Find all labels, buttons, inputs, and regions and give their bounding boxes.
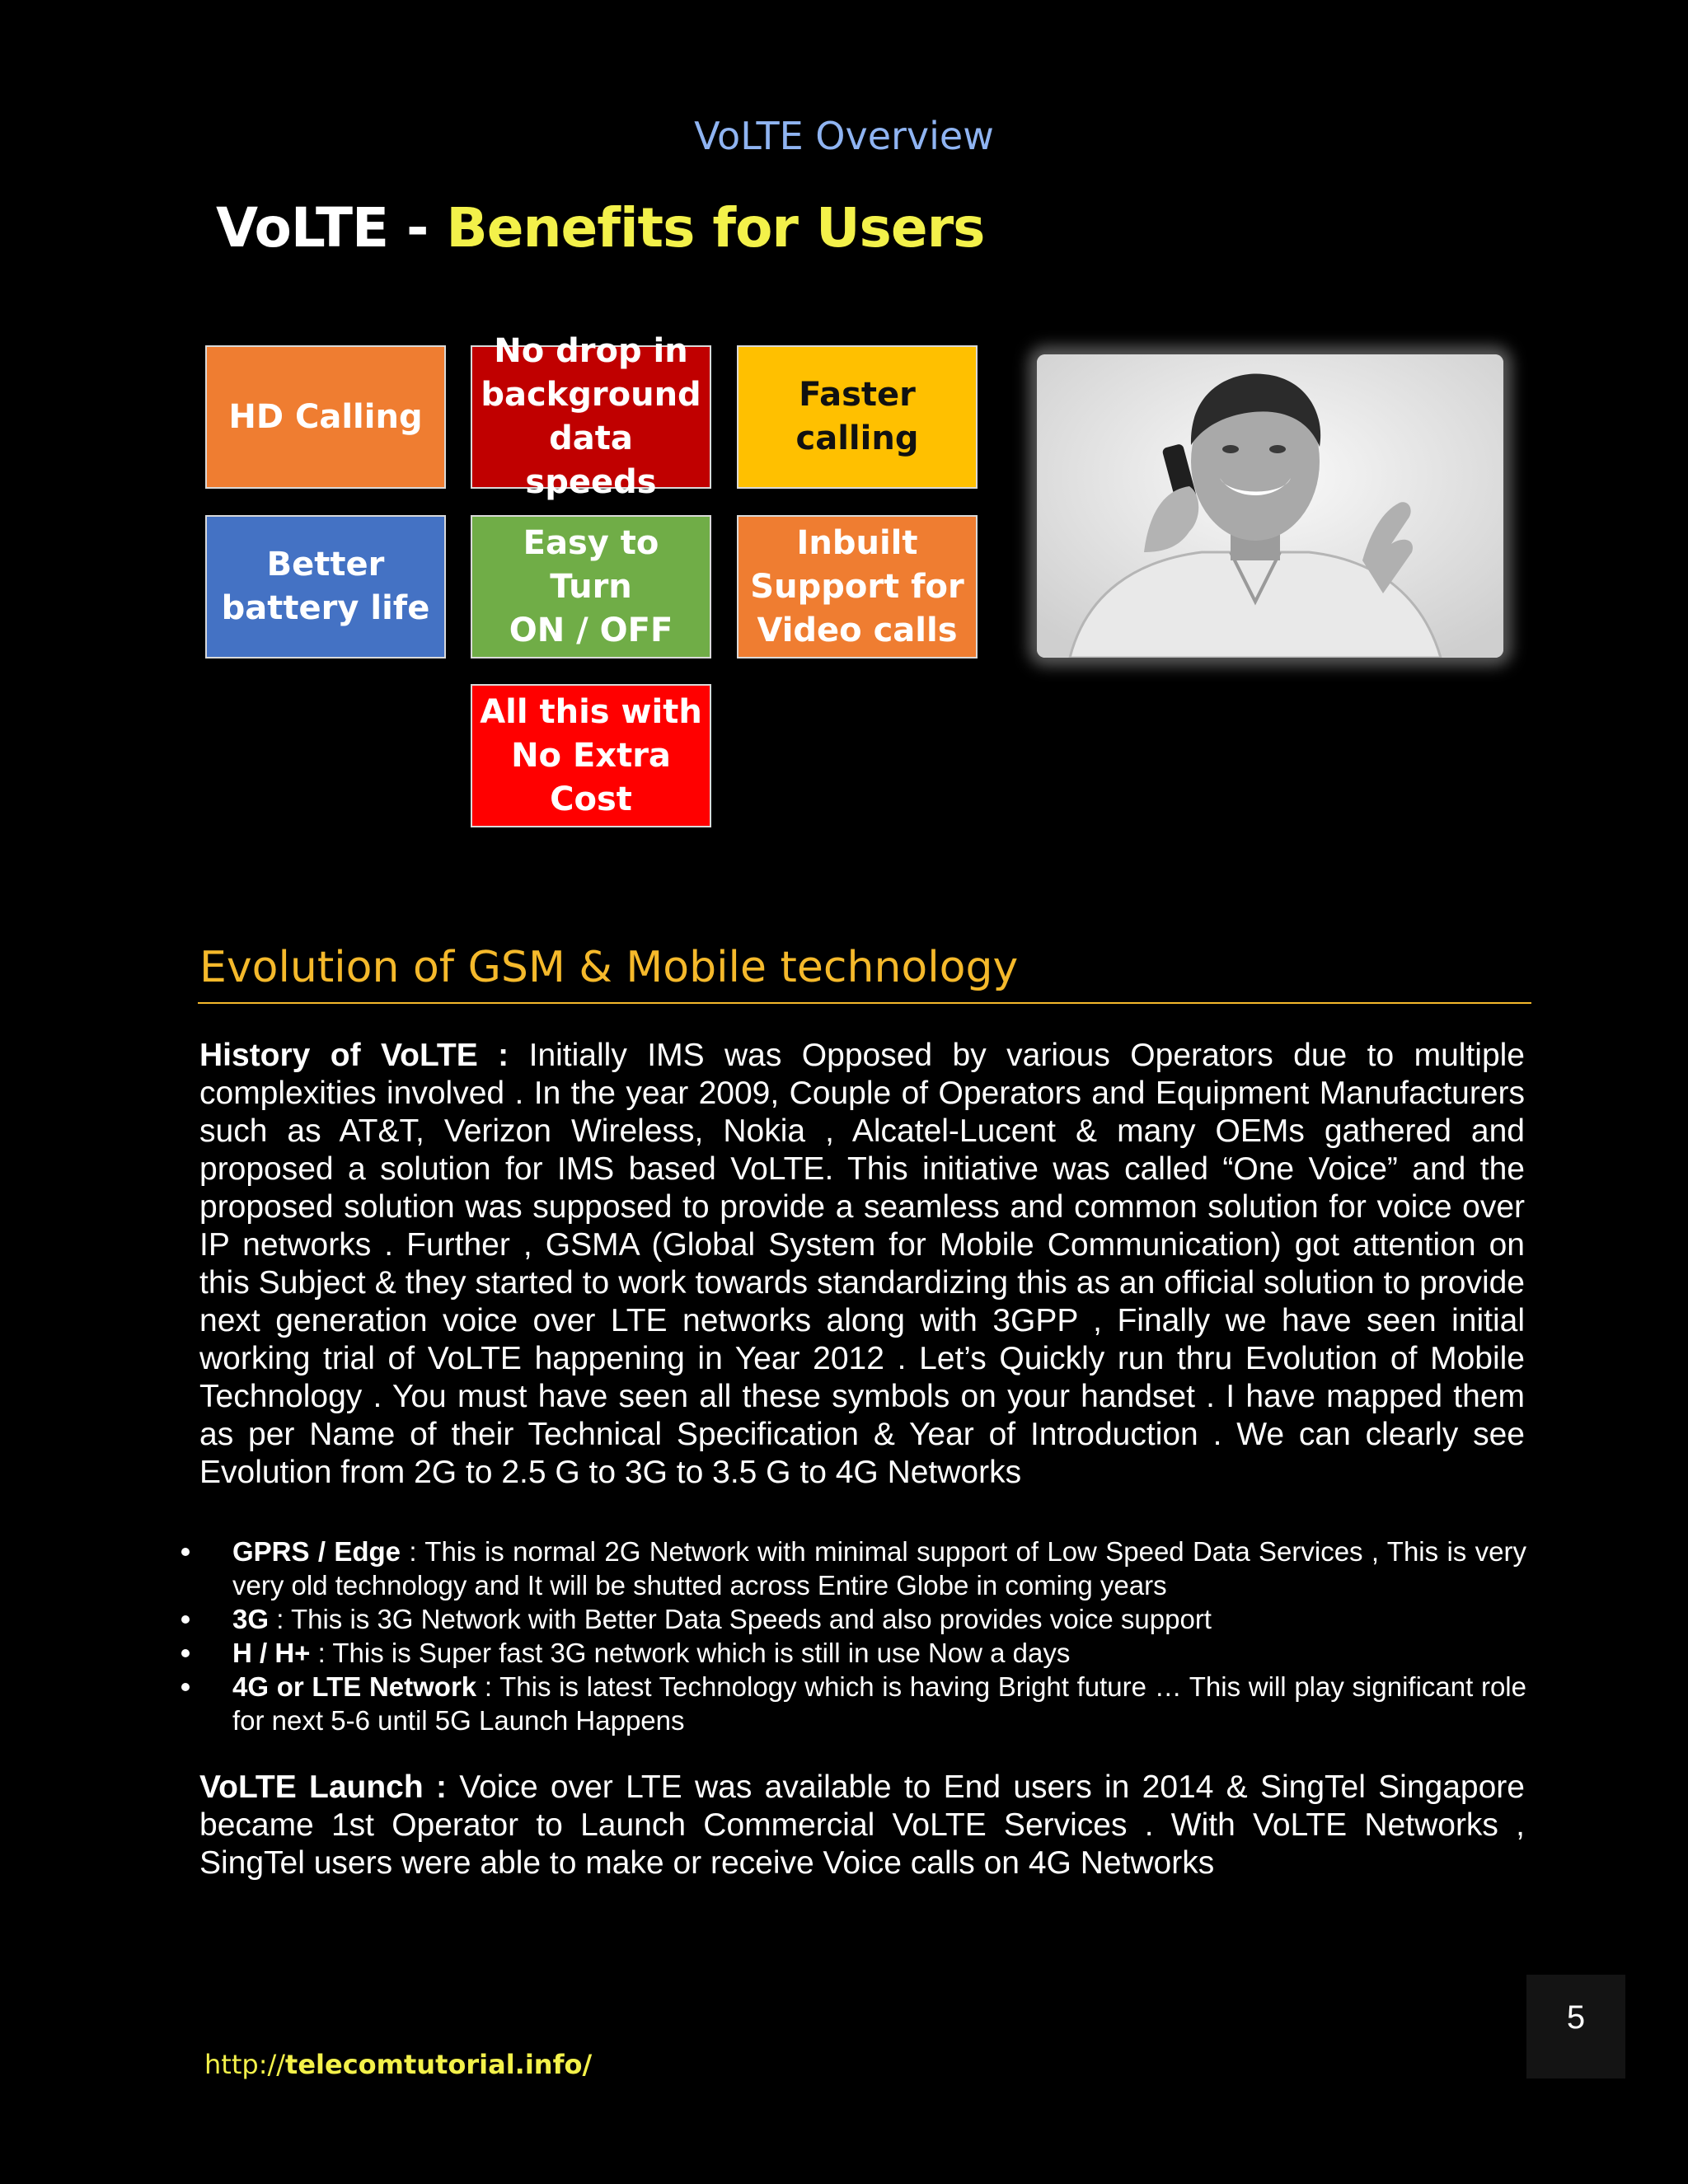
man-on-phone-photo <box>1037 354 1503 658</box>
page-number: 5 <box>1526 1975 1625 2079</box>
history-label: History of VoLTE : <box>199 1038 509 1073</box>
tile-line: battery life <box>221 589 430 627</box>
bullet-text: : This is normal 2G Network with minimal support of Low Speed Data Services , This is very very old technology and It will be shutted across Entire Globe in coming years <box>232 1536 1526 1601</box>
list-item <box>173 1636 1526 1670</box>
benefit-tile-faster-calling <box>737 345 978 489</box>
tile-line: HD Calling <box>228 397 423 436</box>
list-item <box>173 1535 1526 1602</box>
list-item <box>173 1602 1526 1636</box>
tile-line: All this with <box>480 692 702 731</box>
bullet-label: H / H+ <box>232 1638 311 1668</box>
launch-paragraph <box>199 1769 1525 1882</box>
benefit-tile-video-calls <box>737 515 978 658</box>
slide-title <box>216 196 984 260</box>
history-paragraph <box>199 1037 1525 1492</box>
tile-line: background <box>481 376 701 414</box>
list-item <box>173 1670 1526 1737</box>
section-heading: Evolution of GSM & Mobile technology <box>199 943 1019 992</box>
tile-line: ON / OFF <box>509 611 673 649</box>
launch-text: Voice over LTE was available to End users in 2014 & SingTel Singapore became 1st Operator to Launch Commercial VoLTE Services . With VoLTE Networks , SingTel users were able to make or receive Voice calls on 4G Networks <box>199 1769 1525 1881</box>
bullet-label: GPRS / Edge <box>232 1536 401 1567</box>
tile-line: Support for <box>750 567 964 606</box>
footer-link-protocol: http:// <box>204 2049 286 2080</box>
tile-line: data speeds <box>525 419 657 501</box>
tile-line: calling <box>795 419 919 457</box>
slide-title-highlight: Benefits for Users <box>446 196 985 260</box>
section-divider <box>198 1002 1531 1004</box>
tile-line: No drop in <box>494 332 688 370</box>
technology-bullet-list <box>173 1535 1526 1737</box>
tile-line: No Extra Cost <box>511 736 671 818</box>
benefit-tile-no-extra-cost <box>471 684 711 827</box>
tile-line: Better <box>266 546 385 583</box>
tile-line: Video calls <box>757 611 958 649</box>
man-on-phone-illustration <box>1037 354 1503 658</box>
bullet-label: 3G <box>232 1604 270 1634</box>
benefit-tile-battery-life <box>205 515 446 658</box>
slide-title-prefix: VoLTE - <box>216 196 447 260</box>
benefit-tile-easy-toggle <box>471 515 711 658</box>
footer-link-site: telecomtutorial.info/ <box>285 2049 593 2080</box>
bullet-text: : This is 3G Network with Better Data Speeds and also provides voice support <box>269 1604 1212 1634</box>
tile-line: Faster <box>799 376 916 414</box>
benefit-tile-no-drop <box>471 332 711 501</box>
bullet-text: : This is latest Technology which is having Bright future … This will play significant role for next 5-6 until 5G Launch Happens <box>232 1671 1526 1736</box>
launch-label: VoLTE Launch : <box>199 1769 447 1805</box>
bullet-label: 4G or LTE Network <box>232 1671 477 1702</box>
page-header-title: VoLTE Overview <box>694 114 994 158</box>
benefit-tile-hd-calling <box>205 345 446 489</box>
bullet-text: : This is Super fast 3G network which is still in use Now a days <box>310 1638 1071 1668</box>
tile-line: Inbuilt <box>796 523 918 562</box>
footer-link[interactable] <box>204 2049 592 2080</box>
tile-line: Easy to Turn <box>523 523 659 606</box>
history-text: Initially IMS was Opposed by various Operators due to multiple complexities involved . In the year 2009, Couple of Operators and Equipment Manufacturers such as AT&T, Verizon Wireless, Nokia , Alcatel-Lucent & many OEMs gathered and proposed a solution for IMS based VoLTE. This initiative was called “One Voice” and the proposed solution was supposed to provide a seamless and common solution for voice over IP networks . Further , GSMA (Global System for Mobile Communication) got attention on this Subject & they started to work towards standardizing this as an official solution to provide next generation voice over LTE networks along with 3GPP , Finally we have seen initial working trial of VoLTE happening in Year 2012 . Let’s Quickly run thru Evolution of Mobile Technology . You must have seen all these symbols on your handset . I have mapped them as per Name of their Technical Specification & Year of Introduction . We can clearly see Evolution from 2G to 2.5 G to 3G to 3.5 G to 4G Networks <box>199 1038 1525 1490</box>
